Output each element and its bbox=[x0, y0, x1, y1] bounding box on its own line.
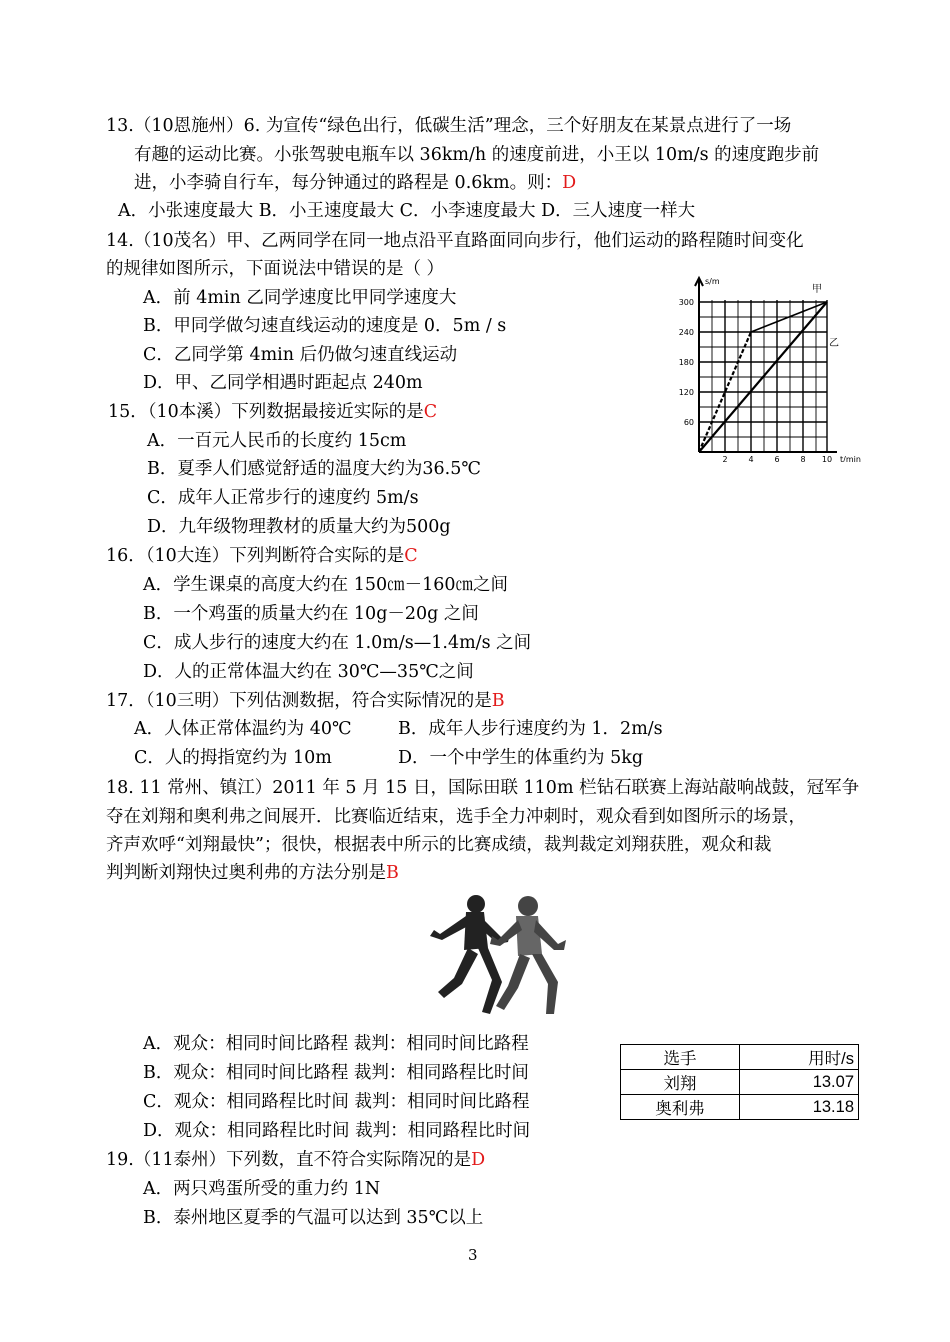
label-jia: 甲 bbox=[812, 284, 822, 295]
q18-answer: B bbox=[386, 863, 399, 883]
q17-option-b: B．成年人步行速度约为 1．2m/s bbox=[398, 719, 663, 739]
q18-line4: 判判断刘翔快过奥利弗的方法分别是B bbox=[106, 863, 399, 883]
q17-option-d: D．一个中学生的体重约为 5kg bbox=[398, 748, 644, 768]
y-tick: 120 bbox=[678, 388, 694, 397]
x-axis-unit: t/min bbox=[840, 455, 861, 462]
x-tick: 6 bbox=[774, 455, 780, 462]
q19-option-a: A．两只鸡蛋所受的重力约 1N bbox=[143, 1179, 381, 1199]
q16-answer: C bbox=[404, 546, 418, 566]
table-cell: 奥利弗 bbox=[621, 1095, 740, 1120]
q19-answer: D bbox=[471, 1150, 486, 1170]
q16-option-a: A．学生课桌的高度大约在 150㎝－160㎝之间 bbox=[143, 575, 509, 595]
table-header: 用时/s bbox=[740, 1045, 859, 1070]
table-cell: 13.07 bbox=[740, 1070, 859, 1095]
q18-option-c: C．观众：相同路程比时间 裁判：相同时间比路程 bbox=[143, 1092, 530, 1112]
q13-options: A．小张速度最大 B．小王速度最大 C．小李速度最大 D．三人速度一样大 bbox=[118, 201, 696, 221]
q18-option-b: B．观众：相同时间比路程 裁判：相同路程比时间 bbox=[143, 1063, 529, 1083]
q15-option-b: B．夏季人们感觉舒适的温度大约为36.5℃ bbox=[147, 459, 481, 479]
x-tick: 10 bbox=[821, 455, 833, 462]
q14-option-d: D．甲、乙同学相遇时距起点 240m bbox=[143, 373, 423, 393]
q15-answer: C bbox=[423, 402, 438, 422]
table-cell: 13.18 bbox=[740, 1095, 859, 1120]
q16-option-d: D．人的正常体温大约在 30℃—35℃之间 bbox=[143, 662, 474, 682]
q18-line2: 夺在刘翔和奥利弗之间展开．比赛临近结束，选手全力冲刺时，观众看到如图所示的场景， bbox=[106, 807, 806, 827]
runner-right-figure bbox=[490, 896, 566, 1014]
q19-option-b: B．泰州地区夏季的气温可以达到 35℃以上 bbox=[143, 1208, 484, 1228]
y-tick: 180 bbox=[678, 358, 694, 367]
q17-option-c: C．人的拇指宽约为 10m bbox=[134, 748, 332, 768]
runner-left-figure bbox=[430, 895, 510, 1014]
page-number: 3 bbox=[468, 1246, 478, 1264]
q14-option-a: A．前 4min 乙同学速度比甲同学速度大 bbox=[143, 288, 457, 308]
label-yi: 乙 bbox=[829, 338, 839, 349]
q17-option-a: A．人体正常体温约为 40℃ bbox=[134, 719, 352, 739]
q15-line1: 15．（10本溪）下列数据最接近实际的是C bbox=[108, 402, 438, 422]
q16-option-b: B．一个鸡蛋的质量大约在 10g－20g 之间 bbox=[143, 604, 479, 624]
q19-line1: 19.（11泰州）下列数，直不符合实际隋况的是D bbox=[106, 1150, 486, 1170]
sprinters-photo bbox=[418, 890, 578, 1020]
q14-option-c: C．乙同学第 4min 后仍做匀速直线运动 bbox=[143, 345, 458, 365]
table-cell: 刘翔 bbox=[621, 1070, 740, 1095]
q15-option-d: D．九年级物理教材的质量大约为500g bbox=[147, 517, 451, 537]
q14-option-b: B．甲同学做匀速直线运动的速度是 0．5m / s bbox=[143, 316, 507, 336]
x-tick: 8 bbox=[800, 455, 806, 462]
q14-line2: 的规律如图所示，下面说法中错误的是（ ） bbox=[106, 259, 445, 279]
q13-line2: 有趣的运动比赛。小张驾驶电瓶车以 36km/h 的速度前进，小王以 10m/s 的速度跑步前 bbox=[134, 145, 820, 165]
q16-option-c: C．成人步行的速度大约在 1.0m/s—1.4m/s 之间 bbox=[143, 633, 532, 653]
q18-option-a: A．观众：相同时间比路程 裁判：相同时间比路程 bbox=[143, 1034, 529, 1054]
q14-line1: 14.（10茂名）甲、乙两同学在同一地点沿平直路面同向步行，他们运动的路程随时间变化 bbox=[106, 231, 804, 251]
q17-line1: 17．（10三明）下列估测数据，符合实际情况的是B bbox=[106, 691, 505, 711]
y-tick: 60 bbox=[683, 418, 694, 427]
table-header: 选手 bbox=[621, 1045, 740, 1070]
q18-option-d: D．观众：相同路程比时间 裁判：相同路程比时间 bbox=[143, 1121, 531, 1141]
y-axis-unit: s/m bbox=[705, 277, 720, 286]
x-tick: 4 bbox=[748, 455, 754, 462]
q18-line1: 18. 11 常州、镇江）2011 年 5 月 15 日，国际田联 110m 栏钻石联赛上海站敲响战鼓，冠军争 bbox=[106, 778, 860, 798]
x-tick: 2 bbox=[722, 455, 728, 462]
distance-time-graph bbox=[672, 272, 877, 462]
table-row bbox=[621, 1095, 859, 1120]
table-row bbox=[621, 1070, 859, 1095]
q15-option-c: C．成年人正常步行的速度约 5m/s bbox=[147, 488, 419, 508]
y-tick: 300 bbox=[678, 298, 694, 307]
q16-line1: 16．（10大连）下列判断符合实际的是C bbox=[106, 546, 418, 566]
q13-line3: 进，小李骑自行车，每分钟通过的路程是 0.6km。则：D bbox=[134, 173, 577, 193]
table-header-row bbox=[621, 1045, 859, 1070]
q15-option-a: A．一百元人民币的长度约 15cm bbox=[147, 431, 407, 451]
q18-line3: 齐声欢呼“刘翔最快”；很快，根据表中所示的比赛成绩，裁判裁定刘翔获胜，观众和裁 bbox=[106, 835, 772, 855]
q13-line1: 13.（10恩施州）6. 为宣传“绿色出行，低碳生活”理念，三个好朋友在某景点进行了一场 bbox=[106, 116, 792, 136]
y-tick: 240 bbox=[678, 328, 694, 337]
q17-answer: B bbox=[491, 691, 505, 711]
race-results-table bbox=[620, 1044, 859, 1120]
q13-answer: D bbox=[562, 173, 577, 193]
